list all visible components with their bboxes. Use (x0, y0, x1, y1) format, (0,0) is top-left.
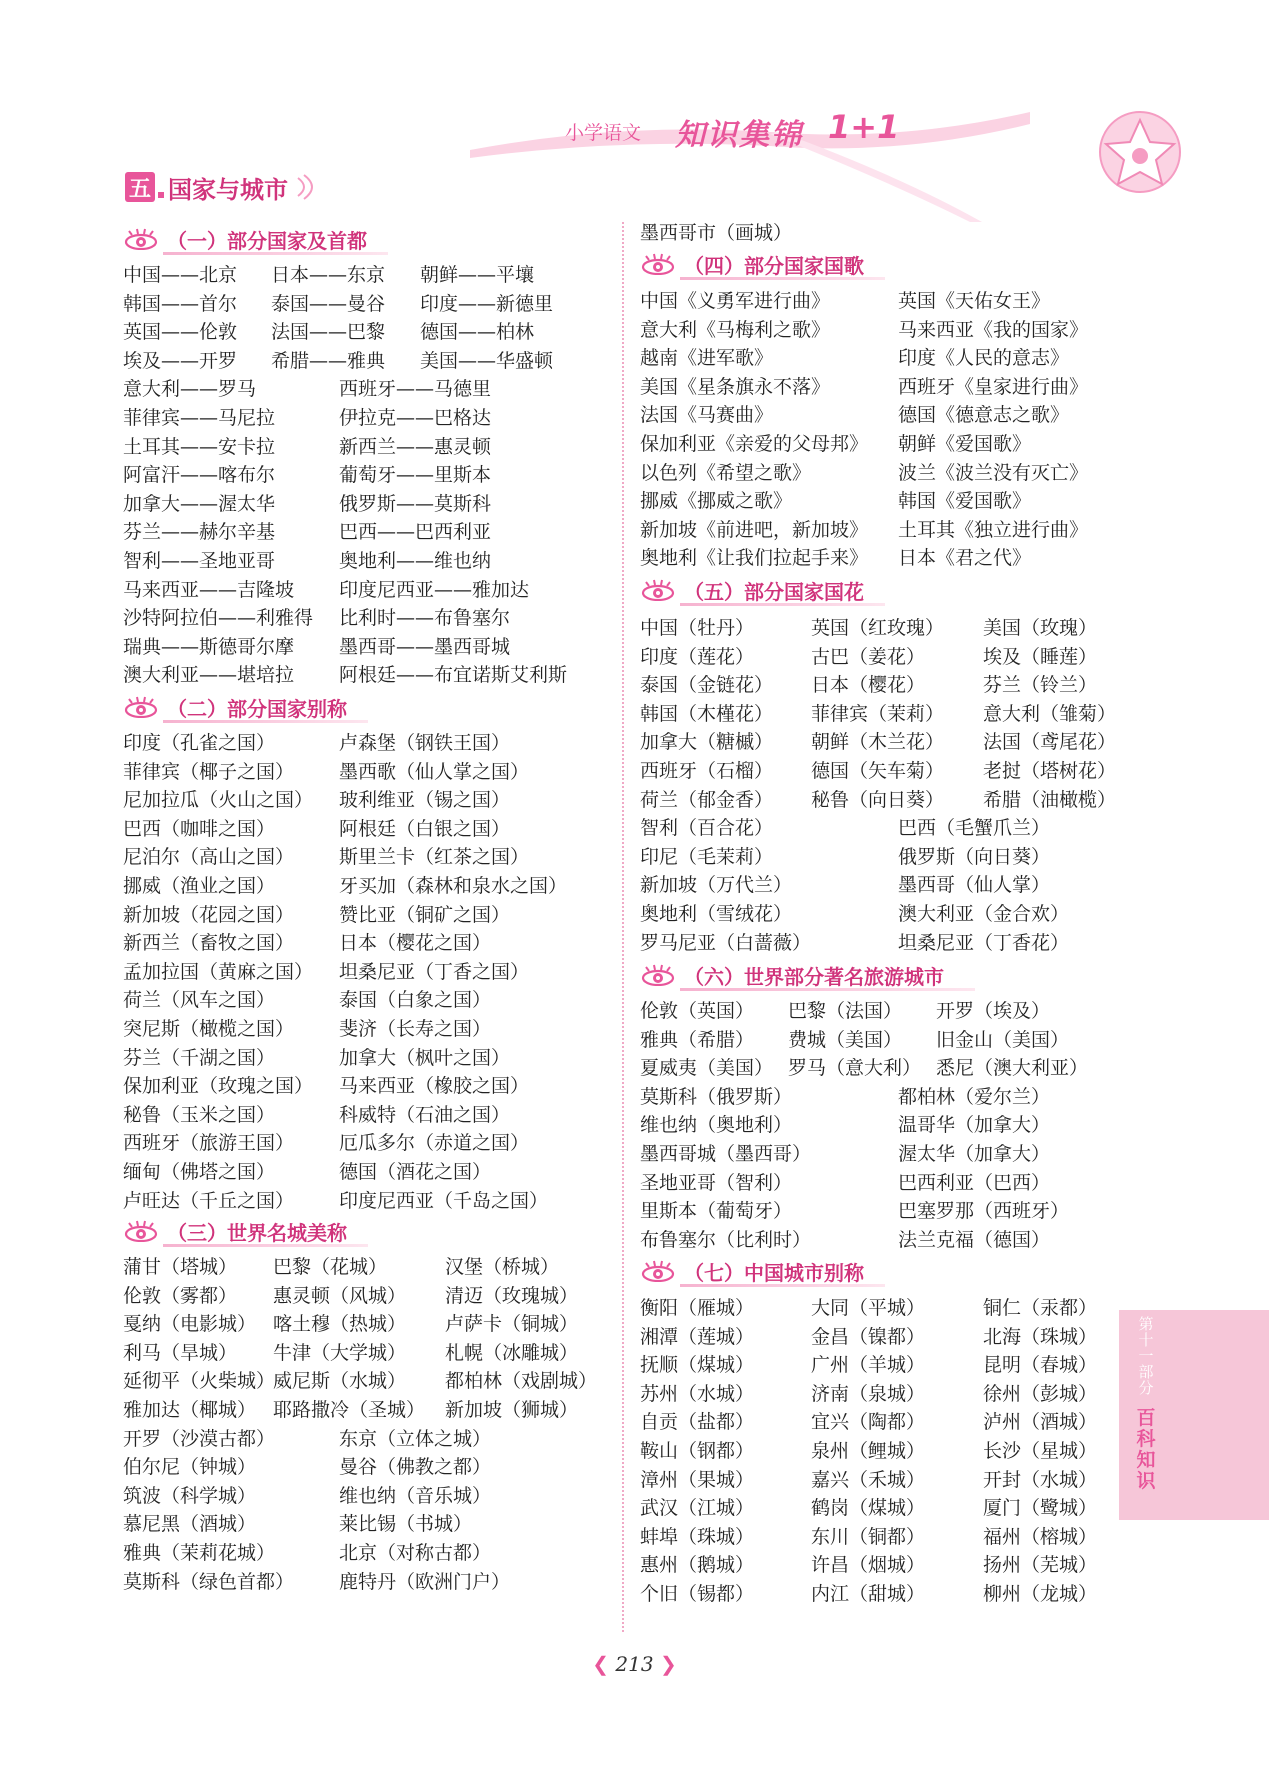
list-item: 希腊（油橄榄） (983, 788, 1117, 811)
list-item: 孟加拉国（黄麻之国） (123, 960, 314, 983)
list-item: 以色列《希望之歌》 (640, 461, 812, 484)
subsection-title: （五）部分国家国花 (684, 579, 864, 604)
list-item: 芬兰（千湖之国） (123, 1046, 276, 1069)
list-item: 西班牙《皇家进行曲》 (898, 375, 1089, 398)
list-item: 新加坡（狮城） (445, 1399, 579, 1421)
list-item: 温哥华（加拿大） (898, 1114, 1051, 1137)
list-item: 费城（美国） (788, 1028, 903, 1051)
list-item: 牛津（大学城） (273, 1341, 407, 1364)
eye-icon (640, 579, 676, 601)
list-item: 希腊——雅典 (271, 349, 386, 372)
subsection-title: （二）部分国家别称 (167, 696, 347, 721)
list-item: 英国——伦敦 (123, 321, 238, 344)
subsection-underline (680, 988, 975, 991)
list-item: 印尼（毛茉莉） (640, 845, 774, 868)
list-item: 蒲甘（塔城） (123, 1256, 238, 1278)
subsection-heading (640, 250, 885, 278)
list-item: 菲律宾（茉莉） (811, 702, 945, 725)
subsection-title: （六）世界部分著名旅游城市 (684, 964, 944, 989)
list-item: 铜仁（汞都） (983, 1297, 1098, 1319)
list-item: 芬兰——赫尔辛基 (123, 521, 276, 544)
list-item: 韩国——首尔 (123, 292, 238, 315)
subsection-heading (640, 1257, 885, 1285)
list-item: 印度（孔雀之国） (123, 732, 276, 754)
list-item: 东京（立体之城） (339, 1427, 492, 1450)
list-item: 里斯本（葡萄牙） (640, 1200, 793, 1223)
list-item: 伦敦（英国） (640, 1000, 755, 1022)
list-item: 戛纳（电影城） (123, 1313, 257, 1336)
list-item: 德国《德意志之歌》 (898, 404, 1070, 427)
column-divider (622, 222, 624, 1632)
list-item: 雅典（希腊） (640, 1028, 755, 1051)
list-item: 济南（泉城） (811, 1382, 926, 1405)
section-dot (158, 192, 164, 198)
list-item: 澳大利亚——堪培拉 (123, 664, 295, 687)
list-item: 印度《人民的意志》 (898, 347, 1070, 370)
list-item: 罗马尼亚（白蔷薇） (640, 931, 812, 954)
list-item: 鹤岗（煤城） (811, 1497, 926, 1520)
list-item: 北海（珠城） (983, 1325, 1098, 1348)
list-item: 阿根廷（白银之国） (339, 817, 511, 840)
list-item: 开封（水城） (983, 1468, 1098, 1491)
list-item: 广州（羊城） (811, 1354, 926, 1377)
list-item: 漳州（果城） (640, 1468, 755, 1491)
subsection-heading (123, 693, 368, 721)
list-item: 越南《进军歌》 (640, 347, 774, 370)
list-item: 内江（甜城） (811, 1583, 926, 1605)
list-item: 莱比锡（书城） (339, 1513, 473, 1536)
eye-icon (123, 696, 159, 718)
list-item: 宜兴（陶都） (811, 1411, 926, 1434)
subsection-heading (640, 961, 975, 989)
list-item: 澳大利亚（金合欢） (898, 903, 1070, 925)
subsection-title: （七）中国城市别称 (684, 1260, 864, 1285)
list-item: 罗马（意大利） (788, 1057, 922, 1080)
list-item: 抚顺（煤城） (640, 1354, 755, 1377)
eye-icon (123, 1220, 159, 1242)
list-item: 突尼斯（橄榄之国） (123, 1018, 295, 1040)
side-part-label: 第十一部分 (1138, 1315, 1154, 1397)
list-item: 智利——圣地亚哥 (123, 550, 276, 572)
list-item: 长沙（星城） (983, 1440, 1098, 1462)
eye-icon (640, 964, 676, 986)
header-title: 知识集锦 (675, 118, 803, 153)
list-item: 泉州（鲤城） (811, 1440, 926, 1462)
list-item: 泰国（金链花） (640, 674, 774, 697)
list-item: 加拿大——渥太华 (123, 492, 276, 515)
list-item: 巴黎（法国） (788, 1000, 903, 1022)
list-item: 湘潭（莲城） (640, 1325, 755, 1348)
list-item: 美国（玫瑰） (983, 617, 1098, 639)
list-item: 西班牙（旅游王国） (123, 1132, 295, 1155)
list-item: 缅甸（佛塔之国） (123, 1161, 276, 1183)
list-item: 秘鲁（向日葵） (811, 788, 945, 811)
list-item: 个旧（锡都） (640, 1583, 755, 1605)
section-number: 五 (125, 172, 155, 202)
list-item: 尼加拉瓜（火山之国） (123, 789, 314, 812)
list-item: 坦桑尼亚（丁香花） (898, 931, 1070, 954)
list-item: 朝鲜《爱国歌》 (898, 433, 1032, 455)
list-item: 芬兰（铃兰） (983, 674, 1098, 697)
section-title: 国家与城市 (168, 175, 288, 204)
list-item: 金昌（镍都） (811, 1325, 926, 1348)
header-brand: 1+1 (828, 108, 900, 146)
list-item: 玻利维亚（锡之国） (339, 789, 511, 812)
list-item: 福州（榕城） (983, 1525, 1098, 1548)
list-item: 美国《星条旗永不落》 (640, 375, 831, 398)
list-item: 西班牙——马德里 (339, 378, 492, 401)
list-item: 利马（旱城） (123, 1341, 238, 1364)
list-item: 扬州（芜城） (983, 1554, 1098, 1577)
eye-icon (640, 253, 676, 275)
list-item: 慕尼黑（酒城） (123, 1513, 257, 1536)
list-item: 阿根廷——布宜诺斯艾利斯 (339, 664, 568, 687)
subsection-underline (680, 603, 885, 606)
list-item: 印度尼西亚——雅加达 (339, 578, 530, 601)
list-item: 俄罗斯（向日葵） (898, 845, 1051, 868)
list-item: 巴黎（花城） (273, 1256, 388, 1278)
list-item: 厄瓜多尔（赤道之国） (339, 1132, 530, 1155)
list-item: 巴西——巴西利亚 (339, 521, 492, 544)
list-item: 意大利——罗马 (123, 378, 257, 401)
list-item: 波兰《波兰没有灭亡》 (898, 461, 1089, 484)
list-item: 武汉（江城） (640, 1497, 755, 1520)
list-item: 圣地亚哥（智利） (640, 1171, 793, 1194)
section-heading (125, 170, 324, 204)
list-item: 惠灵顿（风城） (273, 1284, 407, 1307)
list-item: 厦门（鹭城） (983, 1497, 1098, 1520)
list-item: 维也纳（音乐城） (339, 1484, 492, 1507)
list-item: 卢旺达（千丘之国） (123, 1189, 295, 1212)
subsection-underline (680, 1284, 885, 1287)
list-item: 韩国《爱国歌》 (898, 490, 1032, 513)
list-item: 菲律宾（椰子之国） (123, 760, 295, 783)
list-item: 德国——柏林 (420, 321, 535, 344)
page-number (0, 1652, 1269, 1676)
subsection-heading (123, 1217, 368, 1245)
subsection-heading (123, 225, 388, 253)
list-item: 中国——北京 (123, 264, 238, 286)
list-item: 赞比亚（铜矿之国） (339, 903, 511, 926)
list-item: 德国（酒花之国） (339, 1161, 492, 1183)
list-item: 巴西（毛蟹爪兰） (898, 817, 1051, 840)
list-item: 日本——东京 (271, 264, 386, 286)
list-item: 印度（莲花） (640, 645, 755, 668)
list-item: 挪威《挪威之歌》 (640, 490, 793, 513)
list-item: 埃及（睡莲） (983, 645, 1098, 668)
list-item: 印度——新德里 (420, 292, 554, 315)
flower-logo-icon (1080, 100, 1200, 210)
list-item: 加拿大（枫叶之国） (339, 1046, 511, 1069)
list-item: 古巴（姜花） (811, 645, 926, 668)
list-item: 新加坡（万代兰） (640, 874, 793, 897)
list-item: 保加利亚《亲爱的父母邦》 (640, 433, 869, 455)
list-item: 奥地利《让我们拉起手来》 (640, 547, 869, 570)
list-item: 加拿大（糖槭） (640, 731, 774, 754)
list-item: 雅典（茉莉花城） (123, 1542, 276, 1564)
list-item: 墨西歌（仙人掌之国） (339, 760, 530, 783)
list-item: 北京（对称古都） (339, 1542, 492, 1564)
page-left-arrow-icon: ❮ (592, 1652, 610, 1676)
list-item: 马来西亚《我的国家》 (898, 318, 1089, 341)
list-item: 比利时——布鲁塞尔 (339, 607, 511, 630)
list-item: 日本（樱花） (811, 674, 926, 697)
list-item: 马来西亚（橡胶之国） (339, 1075, 530, 1098)
list-item: 伯尔尼（钟城） (123, 1456, 257, 1479)
list-item: 嘉兴（禾城） (811, 1468, 926, 1491)
side-tab (1119, 1310, 1269, 1520)
list-item: 大同（平城） (811, 1297, 926, 1319)
list-item: 英国（红玫瑰） (811, 617, 945, 639)
list-item: 朝鲜——平壤 (420, 264, 535, 286)
eye-icon (640, 1260, 676, 1282)
list-item: 墨西哥——墨西哥城 (339, 635, 511, 658)
list-item: 瑞典——斯德哥尔摩 (123, 635, 295, 658)
list-item: 喀土穆（热城） (273, 1313, 407, 1336)
list-item: 老挝（塔树花） (983, 760, 1117, 782)
list-item: 法国《马赛曲》 (640, 404, 774, 427)
list-item: 秘鲁（玉米之国） (123, 1103, 276, 1126)
list-item: 智利（百合花） (640, 817, 774, 840)
signal-wave-icon (294, 172, 324, 202)
list-item: 中国《义勇军进行曲》 (640, 290, 831, 312)
list-item: 新西兰——惠灵顿 (339, 435, 492, 458)
list-item: 开罗（沙漠古都） (123, 1427, 276, 1450)
list-item: 斐济（长寿之国） (339, 1018, 492, 1040)
list-item: 伊拉克——巴格达 (339, 407, 492, 429)
list-item: 耶路撒冷（圣城） (273, 1399, 426, 1421)
list-item: 布鲁塞尔（比利时） (640, 1228, 812, 1251)
list-item: 卢萨卡（铜城） (445, 1313, 579, 1336)
list-item: 奥地利（雪绒花） (640, 903, 793, 925)
list-item: 斯里兰卡（红茶之国） (339, 846, 530, 869)
subsection-title: （一）部分国家及首都 (167, 228, 367, 253)
subsection-heading (640, 576, 885, 604)
header-subject: 小学语文 (565, 122, 642, 144)
list-item: 泸州（酒城） (983, 1411, 1098, 1434)
list-item: 俄罗斯——莫斯科 (339, 492, 492, 515)
list-item: 鹿特丹（欧洲门户） (339, 1570, 511, 1593)
list-item: 维也纳（奥地利） (640, 1114, 793, 1137)
list-item: 清迈（玫瑰城） (445, 1284, 579, 1307)
list-item: 伦敦（雾都） (123, 1284, 238, 1307)
list-item: 苏州（水城） (640, 1382, 755, 1405)
eye-icon (123, 228, 159, 250)
list-item: 筑波（科学城） (123, 1484, 257, 1507)
list-item: 尼泊尔（高山之国） (123, 846, 295, 869)
list-item: 巴西（咖啡之国） (123, 817, 276, 840)
subsection-underline (163, 252, 388, 255)
list-item: 墨西哥城（墨西哥） (640, 1143, 812, 1165)
list-item: 奥地利——维也纳 (339, 550, 492, 572)
list-item: 惠州（鹅城） (640, 1554, 755, 1577)
list-item: 科威特（石油之国） (339, 1103, 511, 1126)
list-item: 东川（铜都） (811, 1525, 926, 1548)
list-item: 韩国（木槿花） (640, 702, 774, 725)
list-item: 新加坡（花园之国） (123, 903, 295, 926)
list-item: 墨西哥市（画城） (640, 222, 793, 244)
list-item: 昆明（春城） (983, 1354, 1098, 1377)
list-item: 威尼斯（水城） (273, 1370, 407, 1393)
list-item: 土耳其——安卡拉 (123, 435, 276, 458)
list-item: 沙特阿拉伯——利雅得 (123, 607, 314, 630)
list-item: 泰国——曼谷 (271, 292, 386, 315)
page-right-arrow-icon: ❯ (659, 1652, 677, 1676)
list-item: 意大利《马梅利之歌》 (640, 318, 831, 341)
list-item: 鞍山（钢都） (640, 1440, 755, 1462)
list-item: 英国《天佑女王》 (898, 290, 1051, 312)
list-item: 札幌（冰雕城） (445, 1341, 579, 1364)
list-item: 曼谷（佛教之都） (339, 1456, 492, 1479)
page-number-value: 213 (615, 1652, 654, 1676)
list-item: 都柏林（爱尔兰） (898, 1085, 1051, 1108)
list-item: 法兰克福（德国） (898, 1228, 1051, 1251)
list-item: 夏威夷（美国） (640, 1057, 774, 1080)
list-item: 荷兰（郁金香） (640, 788, 774, 811)
subsection-underline (680, 277, 885, 280)
subsection-underline (163, 1244, 368, 1247)
list-item: 菲律宾——马尼拉 (123, 407, 276, 429)
list-item: 汉堡（桥城） (445, 1256, 560, 1278)
subsection-title: （四）部分国家国歌 (684, 253, 864, 278)
list-item: 西班牙（石榴） (640, 760, 774, 782)
list-item: 许昌（烟城） (811, 1554, 926, 1577)
list-item: 蚌埠（珠城） (640, 1525, 755, 1548)
list-item: 衡阳（雁城） (640, 1297, 755, 1319)
list-item: 朝鲜（木兰花） (811, 731, 945, 754)
list-item: 墨西哥（仙人掌） (898, 874, 1051, 897)
list-item: 美国——华盛顿 (420, 349, 554, 372)
list-item: 德国（矢车菊） (811, 760, 945, 782)
list-item: 柳州（龙城） (983, 1583, 1098, 1605)
list-item: 埃及——开罗 (123, 349, 238, 372)
list-item: 渥太华（加拿大） (898, 1143, 1051, 1165)
list-item: 都柏林（戏剧城） (445, 1370, 598, 1393)
list-item: 保加利亚（玫瑰之国） (123, 1075, 314, 1098)
list-item: 挪威（渔业之国） (123, 875, 276, 897)
side-topic-label: 百科知识 (1136, 1407, 1156, 1492)
list-item: 新西兰（畜牧之国） (123, 932, 295, 955)
list-item: 日本（樱花之国） (339, 932, 492, 955)
list-item: 延彻平（火柴城） (123, 1370, 276, 1393)
list-item: 阿富汗——喀布尔 (123, 464, 276, 487)
subsection-underline (163, 720, 368, 723)
list-item: 徐州（彭城） (983, 1382, 1098, 1405)
list-item: 葡萄牙——里斯本 (339, 464, 492, 487)
list-item: 马来西亚——吉隆坡 (123, 578, 295, 601)
list-item: 法国——巴黎 (271, 321, 386, 344)
list-item: 自贡（盐都） (640, 1411, 755, 1434)
list-item: 悉尼（澳大利亚） (936, 1057, 1089, 1080)
subsection-title: （三）世界名城美称 (167, 1220, 347, 1245)
list-item: 中国（牡丹） (640, 617, 755, 639)
list-item: 法国（鸢尾花） (983, 731, 1117, 754)
list-item: 雅加达（椰城） (123, 1399, 257, 1421)
list-item: 日本《君之代》 (898, 547, 1032, 570)
list-item: 意大利（雏菊） (983, 702, 1117, 725)
list-item: 新加坡《前进吧，新加坡》 (640, 518, 869, 541)
list-item: 坦桑尼亚（丁香之国） (339, 960, 530, 983)
list-item: 印度尼西亚（千岛之国） (339, 1189, 549, 1212)
list-item: 开罗（埃及） (936, 1000, 1051, 1022)
list-item: 巴西利亚（巴西） (898, 1171, 1051, 1194)
list-item: 土耳其《独立进行曲》 (898, 518, 1089, 541)
list-item: 莫斯科（俄罗斯） (640, 1085, 793, 1108)
list-item: 泰国（白象之国） (339, 989, 492, 1012)
list-item: 莫斯科（绿色首都） (123, 1570, 295, 1593)
list-item: 荷兰（风车之国） (123, 989, 276, 1012)
list-item: 旧金山（美国） (936, 1028, 1070, 1051)
list-item: 巴塞罗那（西班牙） (898, 1200, 1070, 1223)
list-item: 卢森堡（钢铁王国） (339, 732, 511, 754)
list-item: 牙买加（森林和泉水之国） (339, 875, 568, 897)
